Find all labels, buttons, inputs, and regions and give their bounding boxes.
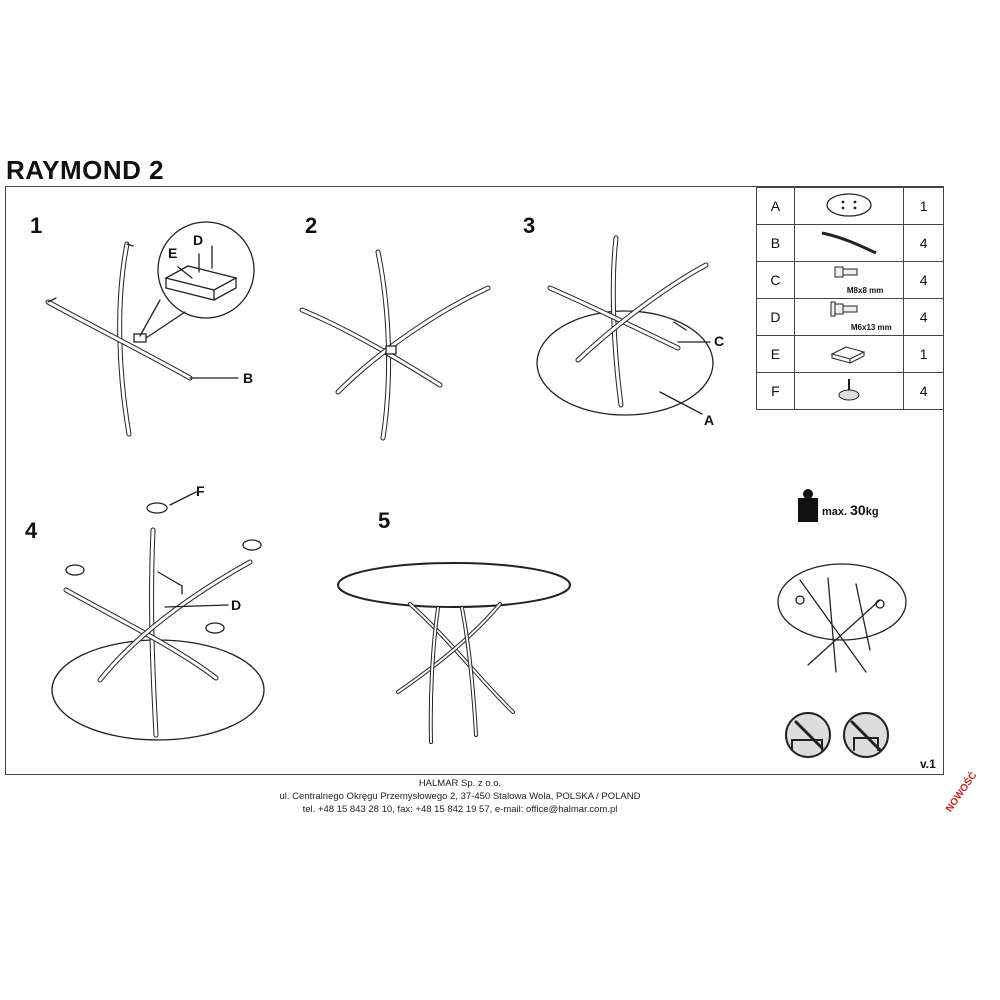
- suction-pad-icon: [829, 375, 869, 405]
- part-label: B: [757, 225, 795, 262]
- no-sitting-icon: [844, 713, 888, 757]
- part-label: E: [757, 336, 795, 373]
- bolt-washer-spec: M6x13 mm: [850, 323, 892, 332]
- bolt-with-washer-icon: [817, 300, 877, 320]
- document-title: RAYMOND 2: [6, 155, 165, 185]
- bolt-icon: [817, 263, 877, 283]
- no-standing-icon: [786, 713, 830, 757]
- callout-a-step-3: A: [704, 412, 715, 428]
- parts-row: [757, 336, 944, 373]
- step-3-number: 3: [523, 213, 536, 238]
- step-5-drawing: [338, 563, 570, 742]
- max-load-prefix: max.: [822, 506, 848, 518]
- callout-b-step-1: B: [243, 370, 254, 386]
- part-qty: 4: [904, 373, 944, 410]
- parts-list-table: [756, 187, 944, 410]
- callout-d-step-1: D: [193, 232, 204, 248]
- part-label: D: [757, 299, 795, 336]
- max-load-value: 30: [850, 502, 866, 518]
- version-label: v.1: [920, 757, 936, 771]
- parts-row: [757, 373, 944, 410]
- step-3-drawing: [537, 238, 713, 415]
- step-5-number: 5: [378, 508, 391, 533]
- footer-company: HALMAR Sp. z o.o.: [418, 778, 502, 789]
- part-label: C: [757, 262, 795, 299]
- callout-c-step-3: C: [714, 333, 725, 349]
- step-1-drawing: [48, 222, 254, 434]
- connector-plate-icon: [824, 340, 874, 366]
- max-load-unit: kg: [865, 506, 879, 518]
- max-load-label: [822, 502, 879, 518]
- part-qty: 4: [904, 262, 944, 299]
- callout-f-step-4: F: [196, 483, 205, 499]
- part-qty: 4: [904, 225, 944, 262]
- step-4-drawing: [52, 492, 264, 740]
- round-glass-top-icon: [819, 190, 879, 220]
- part-qty: 1: [904, 336, 944, 373]
- part-label: F: [757, 373, 795, 410]
- parts-row: [757, 299, 944, 336]
- step-4-number: 4: [25, 518, 38, 543]
- curved-leg-icon: [814, 227, 884, 257]
- step-1-number: 1: [30, 213, 43, 238]
- parts-row: [757, 262, 944, 299]
- weight-icon: [798, 489, 818, 522]
- part-qty: 4: [904, 299, 944, 336]
- callout-e-step-1: E: [168, 245, 178, 261]
- footer-contact: tel. +48 15 843 28 10, fax: +48 15 842 19 57, e-mail: office@halmar.com.pl: [302, 804, 618, 815]
- step-2-drawing: [302, 252, 488, 438]
- parts-row: [757, 225, 944, 262]
- part-label: A: [757, 188, 795, 225]
- bolt-spec: M8x8 mm: [846, 286, 884, 295]
- parts-row: [757, 188, 944, 225]
- new-product-stamp: NOWOŚĆ: [944, 770, 980, 815]
- part-qty: 1: [904, 188, 944, 225]
- callout-d-step-4: D: [231, 597, 242, 613]
- step-2-number: 2: [305, 213, 318, 238]
- footer-address: ul. Centralnego Okręgu Przemysłowego 2, 37-450 Stalowa Wola, POLSKA / POLAND: [279, 791, 641, 802]
- assembled-table-icon: [778, 564, 906, 672]
